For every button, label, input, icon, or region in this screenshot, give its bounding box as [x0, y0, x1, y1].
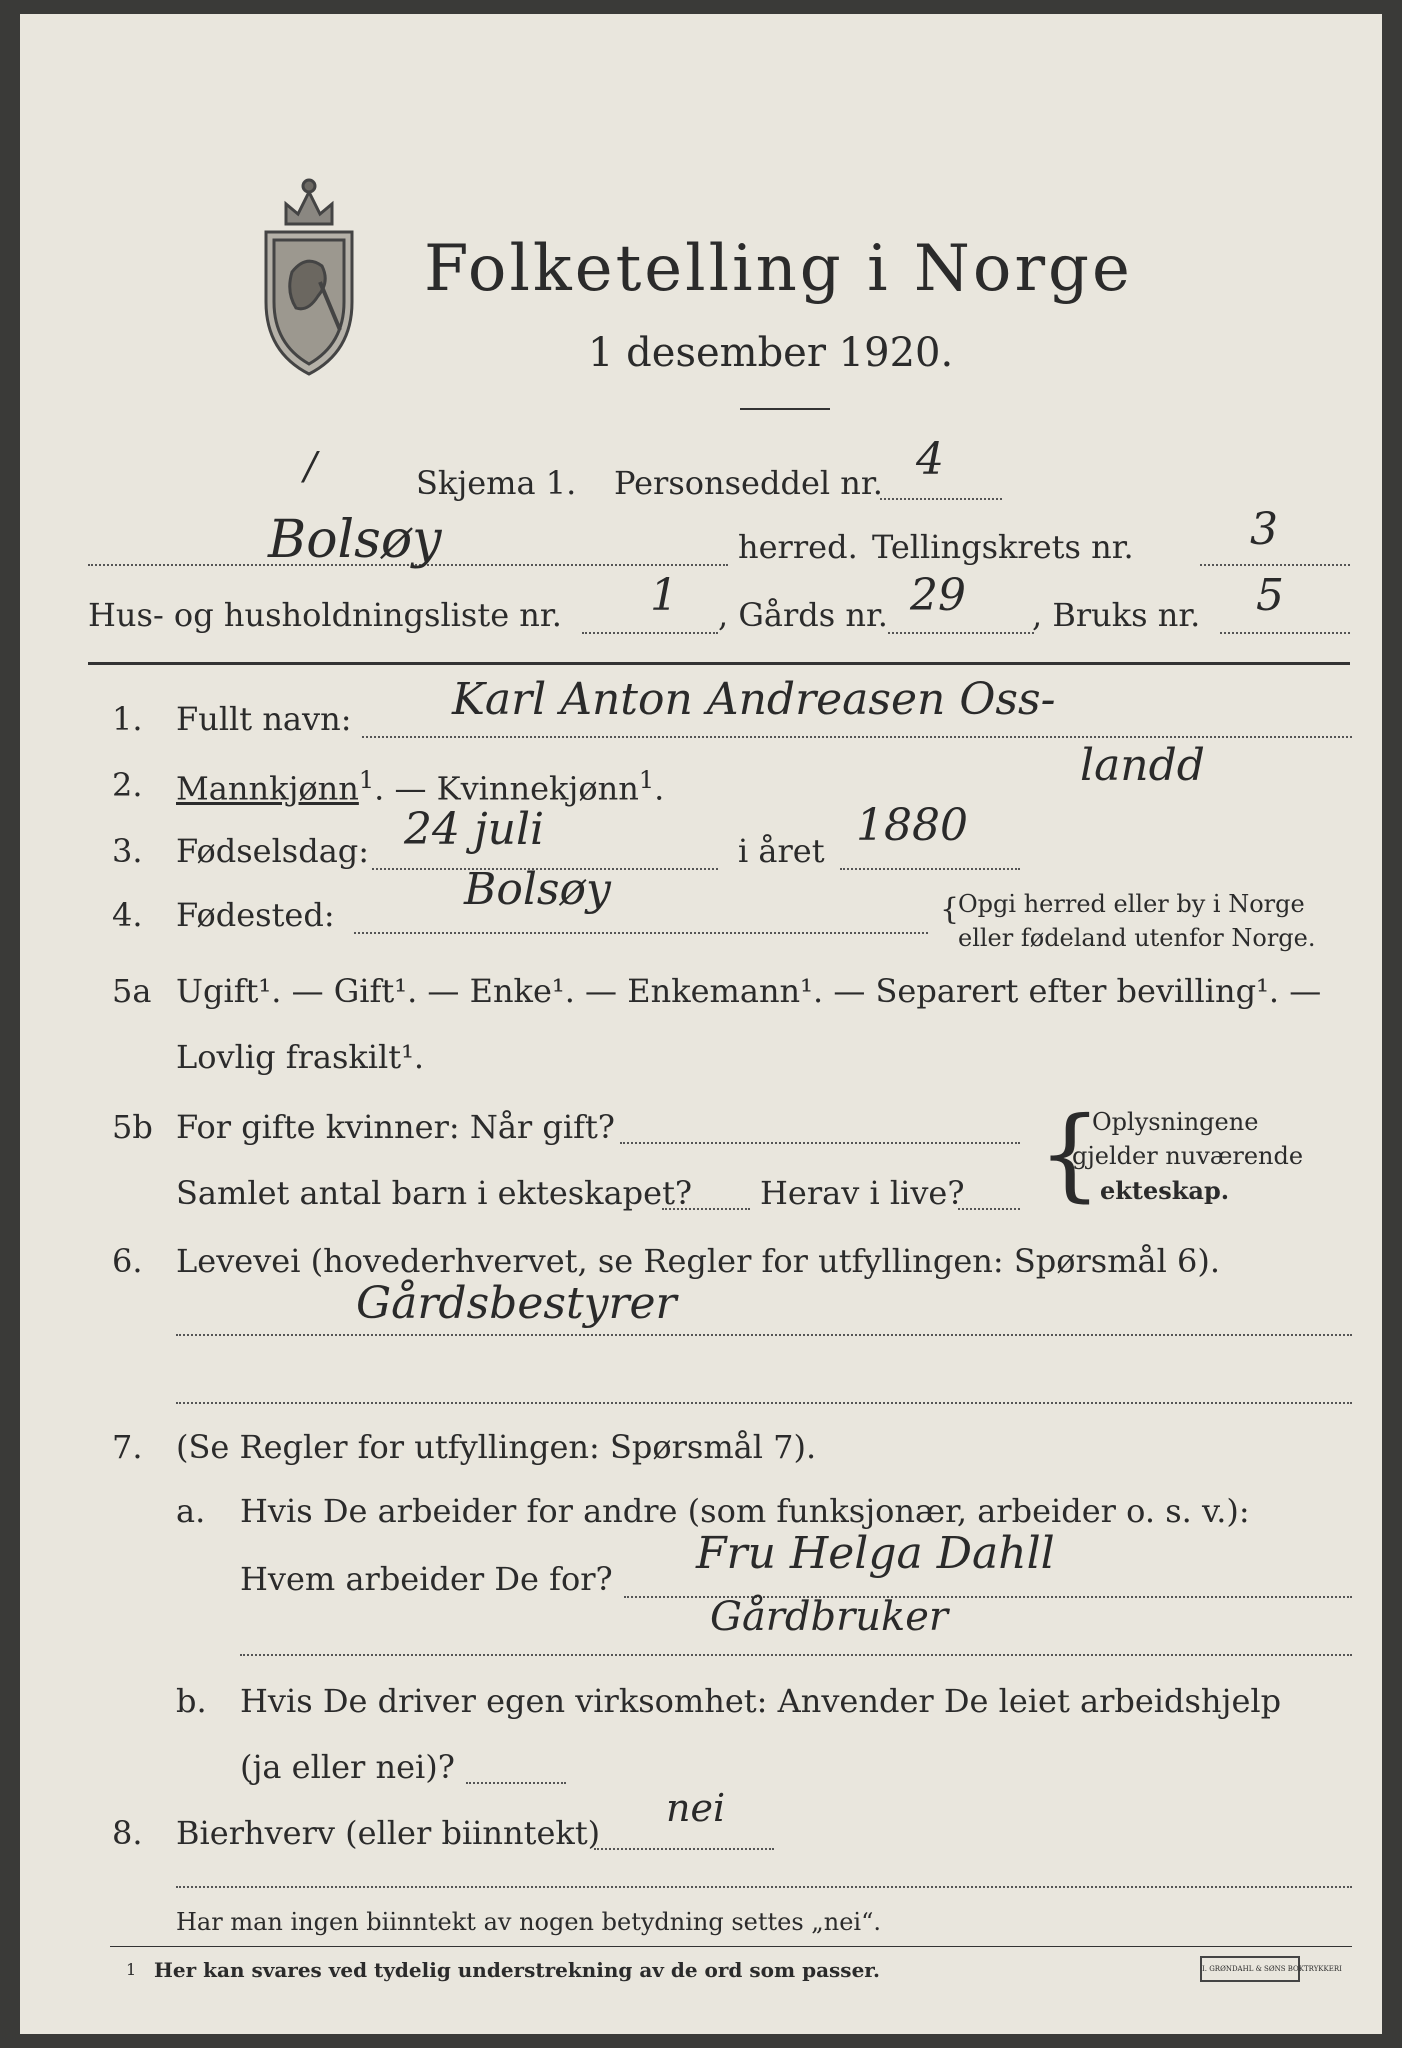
- birthdate-value[interactable]: 24 juli: [404, 804, 545, 855]
- hired-help-label: (ja eller nei)?: [240, 1748, 455, 1786]
- side-income-value[interactable]: nei: [666, 1786, 726, 1830]
- marriage-note-2: gjelder nuværende: [1072, 1142, 1304, 1170]
- side-income-note: Har man ingen biinntekt av nogen betydning settes „nei“.: [176, 1908, 881, 1936]
- brace: {: [940, 892, 960, 927]
- skjema-label: Skjema 1.: [416, 464, 577, 502]
- marriage-note-1: Oplysningene: [1092, 1108, 1259, 1136]
- herred-label: herred.: [738, 528, 858, 566]
- full-name-value[interactable]: Karl Anton Andreasen Oss-: [452, 674, 1056, 725]
- q3-label: Fødselsdag:: [176, 832, 370, 870]
- q7-label: (Se Regler for utfyllingen: Spørsmål 7).: [176, 1428, 817, 1466]
- full-name-value-cont[interactable]: landd: [1080, 740, 1205, 791]
- brace: {: [1038, 1095, 1102, 1212]
- year-label: i året: [738, 832, 825, 870]
- q5a-number: 5a: [112, 972, 152, 1010]
- q7b-label: Hvis De driver egen virksomhet: Anvender De leiet arbeidshjelp: [240, 1682, 1282, 1720]
- footer-divider: [110, 1946, 1352, 1947]
- q5b-number: 5b: [112, 1108, 153, 1146]
- q7a-number: a.: [176, 1492, 206, 1530]
- birthplace-note-1: Opgi herred eller by i Norge: [958, 890, 1305, 918]
- divider: [740, 408, 830, 410]
- q3-number: 3.: [112, 832, 143, 870]
- footnote: Her kan svares ved tydelig understrekning av de ord som passer.: [154, 1958, 880, 1982]
- form-date: 1 desember 1920.: [588, 330, 954, 376]
- marital-status-options[interactable]: Ugift¹. — Gift¹. — Enke¹. — Enkemann¹. — Separert efter bevilling¹. —: [176, 972, 1322, 1010]
- occupation-value[interactable]: Gårdsbestyrer: [356, 1278, 677, 1329]
- personseddel-label: Personseddel nr.: [614, 464, 883, 502]
- employer-value[interactable]: Fru Helga Dahll: [696, 1528, 1055, 1579]
- q7-number: 7.: [112, 1428, 143, 1466]
- married-when-label: For gifte kvinner: Når gift?: [176, 1108, 615, 1146]
- form-title: Folketelling i Norge: [424, 232, 1133, 306]
- birthplace-note-2: eller fødeland utenfor Norge.: [958, 924, 1316, 952]
- liste-value[interactable]: 1: [650, 570, 678, 621]
- herred-value[interactable]: Bolsøy: [268, 510, 442, 570]
- gender-female-option[interactable]: Kvinnekjønn: [436, 769, 639, 808]
- employer-label: Hvem arbeider De for?: [240, 1560, 613, 1598]
- q8-number: 8.: [112, 1814, 143, 1852]
- gender-options: Mannkjønn$^1$. — Kvinnekjønn$^1$.: [176, 766, 665, 808]
- q4-number: 4.: [112, 896, 143, 934]
- side-income-label: Bierhverv (eller biinntekt): [176, 1814, 601, 1852]
- occupation-label: Levevei (hovederhvervet, se Regler for utfyllingen: Spørsmål 6).: [176, 1242, 1221, 1280]
- gards-label: , Gårds nr.: [718, 596, 888, 634]
- q6-number: 6.: [112, 1242, 143, 1280]
- liste-label: Hus- og husholdningsliste nr.: [88, 596, 562, 634]
- q1-number: 1.: [112, 700, 143, 738]
- q7b-number: b.: [176, 1682, 207, 1720]
- footnote-number: 1: [126, 1960, 137, 1979]
- gards-value[interactable]: 29: [910, 570, 966, 621]
- q2-number: 2.: [112, 766, 143, 804]
- tellingskrets-label: Tellingskrets nr.: [872, 528, 1134, 566]
- marriage-note-3: ekteskap.: [1100, 1176, 1230, 1205]
- pen-mark: /: [304, 444, 317, 488]
- tellingskrets-value[interactable]: 3: [1250, 504, 1278, 555]
- marital-status-options-cont[interactable]: Lovlig fraskilt¹.: [176, 1038, 425, 1076]
- children-alive-label: Herav i live?: [760, 1174, 965, 1212]
- header-divider: [88, 662, 1350, 665]
- birth-year-value[interactable]: 1880: [856, 800, 968, 851]
- census-form: [20, 14, 1382, 2034]
- q7a-label: Hvis De arbeider for andre (som funksjonær, arbeider o. s. v.):: [240, 1492, 1250, 1530]
- personseddel-value[interactable]: 4: [916, 434, 944, 485]
- printer-stamp: I. GRØNDAHL & SØNS BOKTRYKKERI: [1200, 1956, 1300, 1982]
- employer-value-cont[interactable]: Gårdbruker: [710, 1594, 949, 1640]
- birthplace-value[interactable]: Bolsøy: [464, 864, 611, 915]
- q4-label: Fødested:: [176, 896, 335, 934]
- bruks-value[interactable]: 5: [1256, 570, 1284, 621]
- children-count-label: Samlet antal barn i ekteskapet?: [176, 1174, 693, 1212]
- gender-male-option[interactable]: Mannkjønn: [176, 769, 359, 808]
- bruks-label: , Bruks nr.: [1032, 596, 1201, 634]
- q1-label: Fullt navn:: [176, 700, 352, 738]
- coat-of-arms-icon: [256, 162, 362, 382]
